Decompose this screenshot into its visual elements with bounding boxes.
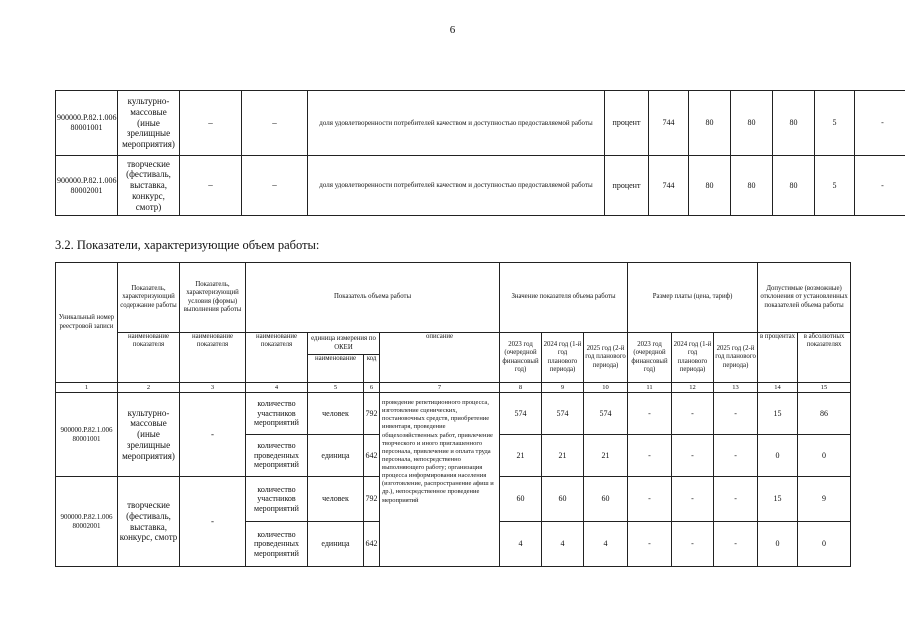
column-number: 9 [542, 383, 584, 393]
header-name-indicator: наименование показателя [246, 333, 308, 383]
quality-indicators-table [55, 90, 905, 216]
header-unique-number: Уникальный номер реестровой записи [56, 263, 118, 383]
column-number: 2 [118, 383, 180, 393]
value-2023: 4 [500, 522, 542, 567]
header-name-indicator: наименование показателя [118, 333, 180, 383]
work-conditions: - [180, 477, 246, 567]
okei-code: 744 [649, 91, 689, 156]
header-fee-2023: 2023 год (очередной финансовый год) [628, 333, 672, 383]
work-content: культурно-массовые (иные зрелищные мероприятия) [118, 91, 180, 156]
unit-name: единица [308, 435, 364, 477]
deviation-absolute: 0 [798, 522, 851, 567]
header-year-2025: 2025 год (2-й год планового периода) [584, 333, 628, 383]
header-description: описание [380, 333, 500, 383]
deviation-percent: 5 [815, 91, 855, 156]
fee-2025: - [714, 522, 758, 567]
header-okei-unit: единица измерения по ОКЕИ [308, 333, 380, 355]
value-2025: 4 [584, 522, 628, 567]
fee-2024: - [672, 477, 714, 522]
page-number: 6 [449, 24, 456, 36]
work-conditions: – [180, 156, 242, 216]
value-2023: 574 [500, 393, 542, 435]
value-2024: 4 [542, 522, 584, 567]
registry-code: 900000.Р.82.1.006 80002001 [56, 156, 118, 216]
header-fee-2024: 2024 год (1-й год планового периода) [672, 333, 714, 383]
value-2025: 21 [584, 435, 628, 477]
indicator-name: доля удовлетворенности потребителей качеством и доступностью предоставляемой работы [308, 156, 605, 216]
indicator-name: количество участников мероприятий [246, 477, 308, 522]
value-2025: 80 [773, 91, 815, 156]
header-row [56, 333, 851, 355]
unit-name: человек [308, 477, 364, 522]
work-content: творческие (фестиваль, выставка, конкурс, смотр [118, 477, 180, 567]
work-conditions: – [180, 91, 242, 156]
unit-name: человек [308, 393, 364, 435]
okei-code: 744 [649, 156, 689, 216]
deviation-percent: 0 [758, 522, 798, 567]
header-fee-2025: 2025 год (2-й год планового периода) [714, 333, 758, 383]
work-conditions: - [180, 393, 246, 477]
column-number: 6 [364, 383, 380, 393]
value-2023: 21 [500, 435, 542, 477]
fee-2024: - [672, 393, 714, 435]
header-name-indicator: наименование показателя [180, 333, 246, 383]
work-content: культурно-массовые (иные зрелищные мероприятия) [118, 393, 180, 477]
section-heading: 3.2. Показатели, характеризующие объем работы: [55, 238, 320, 252]
value-2024: 80 [731, 91, 773, 156]
header-year-2024: 2024 год (1-й год планового периода) [542, 333, 584, 383]
header-content-indicator: Показатель, характеризующий содержание работы [118, 263, 180, 333]
fee-2024: - [672, 435, 714, 477]
value-2025: 60 [584, 477, 628, 522]
header-in-absolute: в абсолютных показателях [798, 333, 851, 383]
value-2024: 21 [542, 435, 584, 477]
value-2023: 80 [689, 91, 731, 156]
unit-code: 642 [364, 435, 380, 477]
header-row [56, 263, 851, 333]
value-2025: 574 [584, 393, 628, 435]
column-number: 13 [714, 383, 758, 393]
unit-code: 642 [364, 522, 380, 567]
indicator-name: количество проведенных мероприятий [246, 522, 308, 567]
table-row [56, 156, 905, 216]
fee-2023: - [628, 435, 672, 477]
column-number: 3 [180, 383, 246, 393]
unit-name: единица [308, 522, 364, 567]
header-volume-indicator: Показатель объема работы [246, 263, 500, 333]
fee-2025: - [714, 435, 758, 477]
value-2023: 80 [689, 156, 731, 216]
column-number: 11 [628, 383, 672, 393]
column-number: 12 [672, 383, 714, 393]
header-okei-name: наименование [308, 355, 364, 383]
deviation-absolute: 0 [798, 435, 851, 477]
value-2025: 80 [773, 156, 815, 216]
fee-2023: - [628, 522, 672, 567]
column-number: 14 [758, 383, 798, 393]
column-numbers-row [56, 383, 851, 393]
column-number: 10 [584, 383, 628, 393]
header-conditions-indicator: Показатель, характеризующий условия (формы) выполнения работы [180, 263, 246, 333]
deviation-percent: 0 [758, 435, 798, 477]
header-in-percent: в процентах [758, 333, 798, 383]
header-year-2023: 2023 год (очередной финансовый год) [500, 333, 542, 383]
fee-2025: - [714, 477, 758, 522]
fee-2023: - [628, 393, 672, 435]
header-volume-value: Значение показателя объема работы [500, 263, 628, 333]
column-number: 1 [56, 383, 118, 393]
unit-name: процент [605, 91, 649, 156]
value-2023: 60 [500, 477, 542, 522]
fee-2023: - [628, 477, 672, 522]
work-description: проведение репетиционного процесса, изготовление сценических, постановочных средств, приобретение инвентаря, проведение общехозяйственных работ, привлечение творческого и иного приглашенного персонала, привлечение и оплата труда персонала, непосредственно выполняющего работу; организация процесса информирования населения (изготовление, распространение афиш и др.), непосредственное проведение мероприятий [380, 393, 500, 567]
header-fee: Размер платы (цена, тариф) [628, 263, 758, 333]
column-number: 15 [798, 383, 851, 393]
registry-code: 900000.Р.82.1.006 80001001 [56, 393, 118, 477]
registry-code: 900000.Р.82.1.006 80001001 [56, 91, 118, 156]
indicator-name: доля удовлетворенности потребителей качеством и доступностью предоставляемой работы [308, 91, 605, 156]
table-row [56, 393, 851, 435]
work-conditions-2: – [242, 91, 308, 156]
column-number: 7 [380, 383, 500, 393]
indicator-name: количество проведенных мероприятий [246, 435, 308, 477]
header-deviation: Допустимые (возможные) отклонения от установленных показателей объема работы [758, 263, 851, 333]
header-okei-code: код [364, 355, 380, 383]
column-number: 5 [308, 383, 364, 393]
value-2024: 60 [542, 477, 584, 522]
deviation-percent: 15 [758, 477, 798, 522]
column-number: 4 [246, 383, 308, 393]
volume-indicators-table [55, 262, 851, 567]
fee-2024: - [672, 522, 714, 567]
unit-code: 792 [364, 477, 380, 522]
table-row [56, 91, 905, 156]
value-2024: 80 [731, 156, 773, 216]
work-conditions-2: – [242, 156, 308, 216]
deviation-absolute: 86 [798, 393, 851, 435]
indicator-name: количество участников мероприятий [246, 393, 308, 435]
deviation-absolute: - [855, 156, 905, 216]
deviation-percent: 5 [815, 156, 855, 216]
deviation-absolute: 9 [798, 477, 851, 522]
value-2024: 574 [542, 393, 584, 435]
work-content: творческие (фестиваль, выставка, конкурс, смотр) [118, 156, 180, 216]
fee-2025: - [714, 393, 758, 435]
unit-name: процент [605, 156, 649, 216]
deviation-percent: 15 [758, 393, 798, 435]
column-number: 8 [500, 383, 542, 393]
deviation-absolute: - [855, 91, 905, 156]
registry-code: 900000.Р.82.1.006 80002001 [56, 477, 118, 567]
unit-code: 792 [364, 393, 380, 435]
